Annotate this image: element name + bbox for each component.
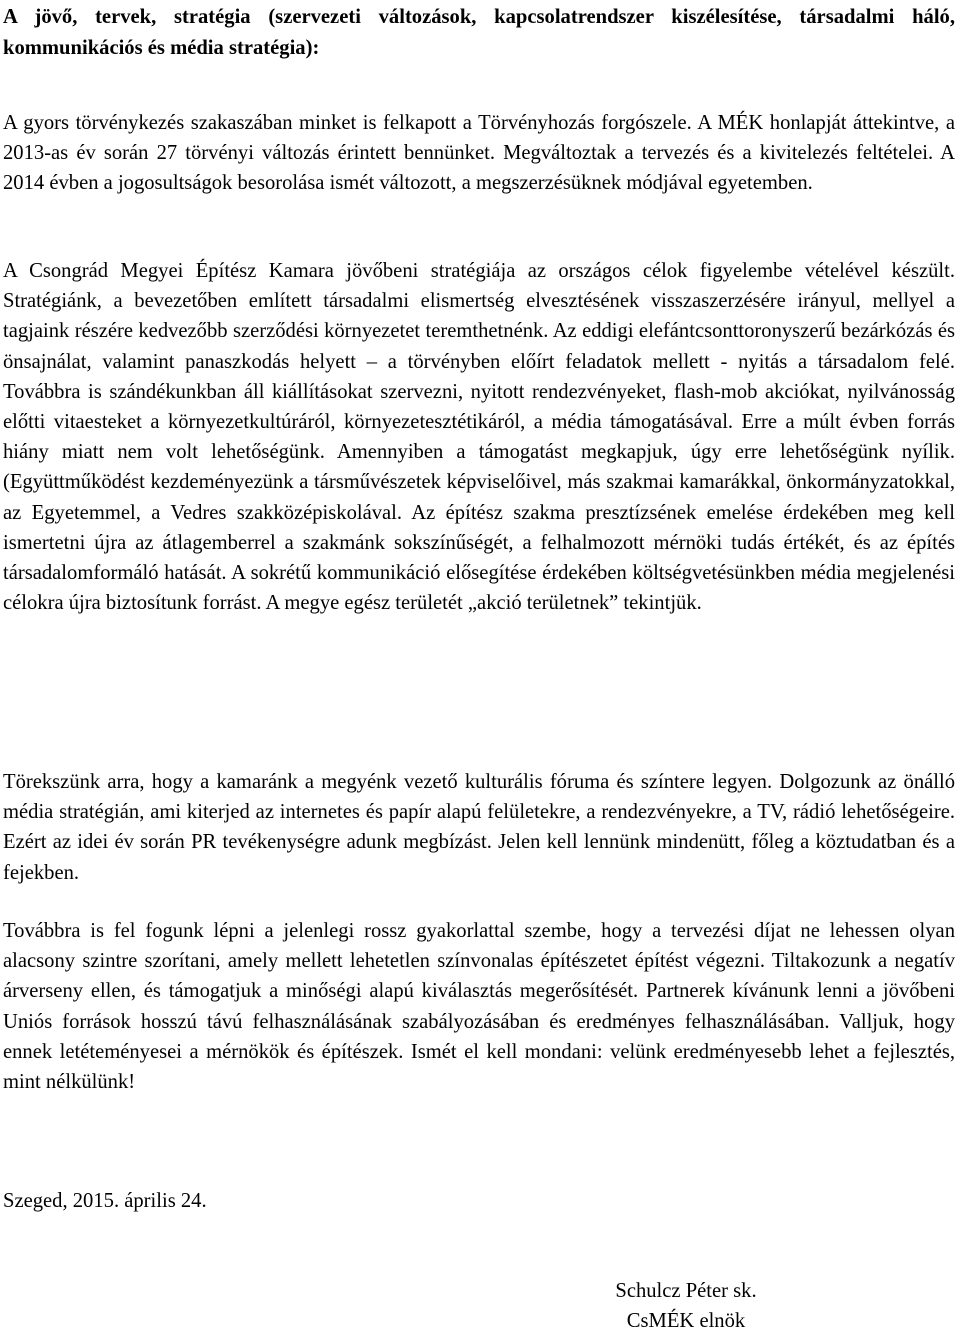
paragraph-fees: Továbbra is fel fogunk lépni a jelenlegi rossz gyakorlattal szembe, hogy a tervezési díjat ne lehessen olyan alacsony szintre szorítani, amely mellett lehetetlen színvonalas építészetet építést végezni. Tiltakozunk a negatív árverseny ellen, és támogatjuk a minőségi alapú kiválasztás megerősítését. Partnerek kívánunk lenni a jövőbeni Uniós források hosszú távú felhasználásának szabályozásában és eredményes felhasználásában. Valljuk, hogy ennek letéteményesei a mérnökök és építészek. Ismét el kell mondani: velünk eredményesebb lehet a fejlesztés, mint nélkülünk! [3, 920, 955, 1094]
signature-title: CsMÉK elnök [626, 1310, 746, 1332]
paragraph-media: Törekszünk arra, hogy a kamaránk a megyénk vezető kulturális fóruma és színtere legyen. Dolgozunk az önálló média stratégián, ami kiterjed az internetes és papír alapú felületekre, a rendezvényekre, a TV, rádió lehetőségeire. Ezért az idei év során PR tevékenységre adunk megbízást. Jelen kell lennünk mindenütt, főleg a köztudatban és a fejekben. [3, 771, 955, 884]
signature-name: Schulcz Péter sk. [615, 1280, 757, 1302]
dateline: Szeged, 2015. április 24. [3, 1190, 207, 1212]
signature-block [593, 1276, 779, 1336]
paragraph-strategy: A Csongrád Megyei Építész Kamara jövőbeni stratégiája az országos célok figyelembe vételével készült. Stratégiánk, a bevezetőben említett társadalmi elismertség elvesztésének visszaszerzésére irányul, mellyel a tagjaink részére kedvezőbb szerződési környezetet teremthetnénk. Az eddigi elefántcsonttoronyszerű bezárkózás és önsajnálat, valamint panaszkodás helyett – a törvényben előírt feladatok mellett - nyitás a társadalom felé. Továbbra is szándékunkban áll kiállításokat szervezni, nyitott rendezvényeket, flash-mob akciókat, nyilvánosság előtti vitaesteket a környezetkultúráról, környezetesztétikáról, a média támogatásával. Erre a múlt évben forrás hiány miatt nem volt lehetőségünk. Amennyiben a támogatást megkapjuk, úgy erre lehetőségünk nyílik. (Együttműködést kezdeményezünk a társművészetek képviselőivel, más szakmai kamarákkal, önkormányzatokkal, az Egyetemmel, a Vedres szakközépiskolával. Az építész szakma presztízsének emelése érdekében meg kell ismertetni újra az átlagemberrel a szakmánk sokszínűségét, a felhalmozott mérnöki tudás értékét, és az építés társadalomformáló hatását. A sokrétű kommunikáció elősegítése érdekében költségvetésünkben média megjelenési célokra újra biztosítunk forrást. A megye egész területét „akció területnek” tekintjük. [3, 260, 955, 615]
paragraph-legislation: A gyors törvénykezés szakaszában minket is felkapott a Törvényhozás forgószele. A MÉK honlapját áttekintve, a 2013-as év során 27 törvényi változás érintett bennünket. Megváltoztak a tervezés és a kivitelezés feltételei. A 2014 évben a jogosultságok besorolása ismét változott, a megszerzésüknek módjával egyetemben. [3, 112, 955, 195]
section-heading: A jövő, tervek, stratégia (szervezeti változások, kapcsolatrendszer kiszélesítése, társadalmi háló, kommunikációs és média stratégia): [3, 6, 955, 59]
